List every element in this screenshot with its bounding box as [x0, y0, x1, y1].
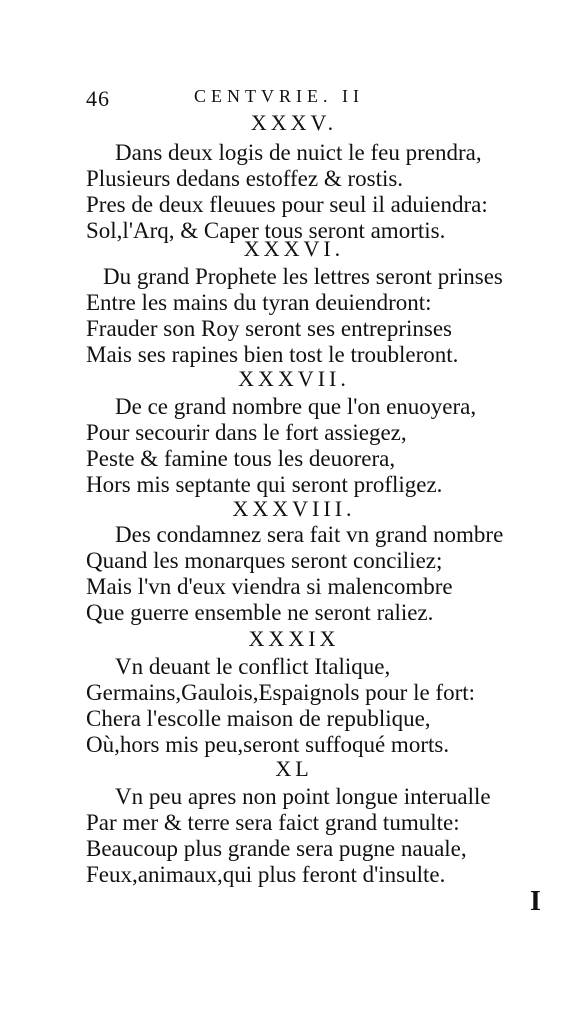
verse-line: De ce grand nombre que l'on enuoyera,	[115, 394, 477, 419]
verse-line: Vn deuant le conflict Italique,	[115, 654, 391, 679]
verse-line: Feux,animaux,qui plus feront d'insulte.	[86, 862, 446, 887]
verse-line: Germains,Gaulois,Espaignols pour le fort:	[86, 680, 476, 705]
quatrain-numeral: XXXVIII.	[232, 496, 356, 521]
verse-line: Sol,l'Arq, & Caper tous seront amortis.	[86, 218, 446, 243]
verse-line: Peste & famine tous les deuorera,	[86, 446, 396, 471]
verse-line: Pres de deux fleuues pour seul il aduiendra:	[86, 192, 488, 217]
verse-line: Vn peu apres non point longue interualle	[115, 784, 491, 809]
running-title: CENTVRIE. II	[194, 86, 364, 106]
verse-line: Plusieurs dedans estoffez & rostis.	[86, 166, 404, 191]
verse-line: Où,hors mis peu,seront suffoqué morts.	[86, 732, 450, 757]
verse-line: Frauder son Roy seront ses entreprinses	[86, 316, 453, 341]
verse-line: Mais ses rapines bien tost le troubleront.	[86, 342, 459, 367]
verse-line: Hors mis septante qui seront profligez.	[86, 472, 443, 497]
verse-line: Beaucoup plus grande sera pugne nauale,	[86, 836, 467, 861]
verse-line: Chera l'escolle maison de republique,	[86, 706, 431, 731]
page-number: 46	[86, 86, 110, 111]
verse-line: Que guerre ensemble ne seront raliez.	[86, 600, 434, 625]
catchword: I	[530, 886, 541, 917]
verse-line: Des condamnez sera fait vn grand nombre	[115, 522, 504, 547]
quatrain-numeral: XXXVI.	[243, 236, 345, 261]
verse-line: Entre les mains du tyran deuiendront:	[86, 290, 432, 315]
verse-line: Dans deux logis de nuict le feu prendra,	[115, 140, 482, 165]
verse-line: Quand les monarques seront conciliez;	[86, 548, 443, 573]
verse-line: Du grand Prophete les lettres seront prinses	[103, 264, 503, 289]
quatrain-numeral: XL	[275, 756, 313, 781]
quatrain-numeral: XXXVII.	[238, 366, 350, 391]
quatrain-numeral: XXXIX	[248, 626, 340, 651]
verse-line: Mais l'vn d'eux viendra si malencombre	[86, 574, 453, 599]
quatrain-numeral: XXXV.	[250, 110, 338, 135]
verse-line: Pour secourir dans le fort assiegez,	[86, 420, 407, 445]
verse-line: Par mer & terre sera faict grand tumulte:	[86, 810, 460, 835]
